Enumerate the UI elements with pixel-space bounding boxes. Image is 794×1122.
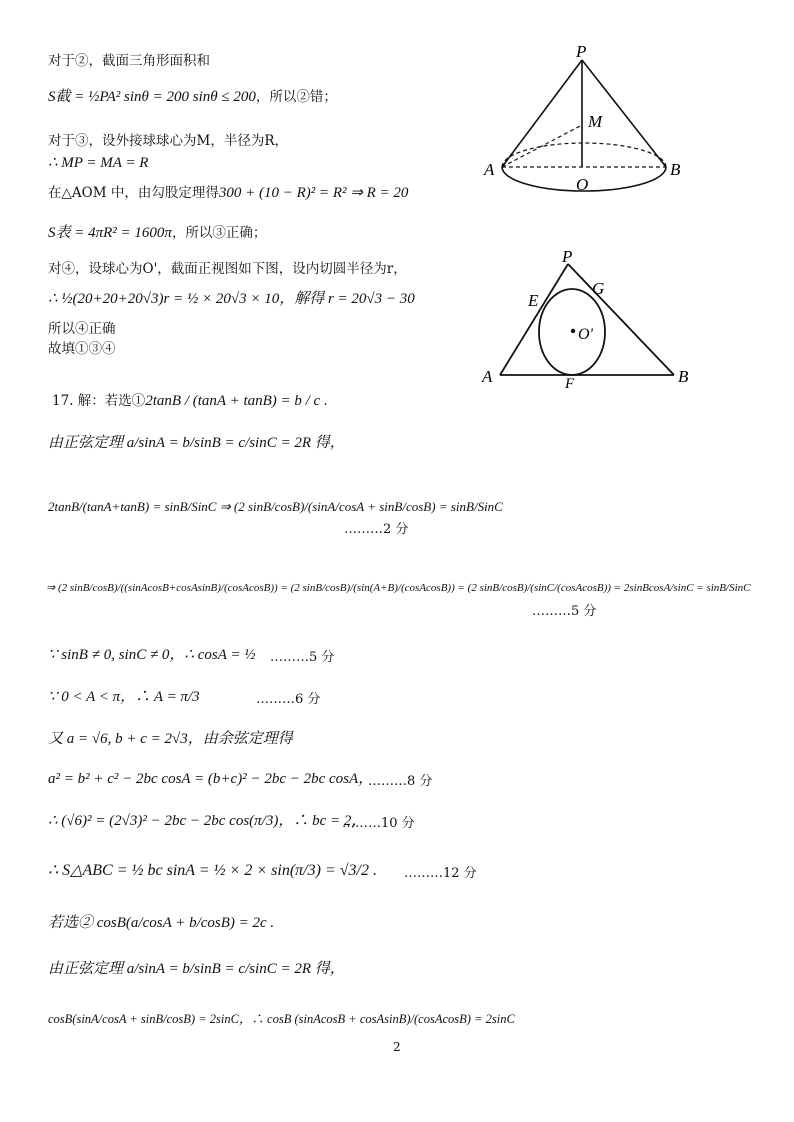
item3-pyth-text: 在△AOM 中，由勾股定理得: [48, 185, 219, 201]
q17-step5: [48, 730, 293, 748]
q17-step4: [48, 688, 200, 706]
cone-figure: [482, 45, 692, 205]
q17-step1: [48, 498, 503, 516]
triangle-label-b: B: [678, 367, 689, 386]
triangle-label-e: E: [528, 291, 539, 310]
q17-step3: [48, 646, 256, 664]
item3-pyth-eq: 300 + (10 − R)² = R² ⇒ R = 20: [218, 185, 409, 201]
item4-intro: 对④，设球心为O'，截面正视图如下图，设内切圆半径为r，: [48, 261, 407, 277]
q17-score2: ………5 分: [532, 604, 597, 619]
cone-base-back: [502, 143, 666, 167]
item4-answer: 故填①③④: [48, 341, 116, 357]
triangle-label-a: A: [482, 367, 493, 386]
q17-cond1: 2tanB / (tanA + tanB) = b / c .: [145, 393, 328, 409]
item2-intro: 对于②，截面三角形面积和: [48, 53, 210, 69]
q17-step2-text: ⇒ (2 sinB/cosB)/((sinAcosB+cosAsinB)/(cosAcosB)) = (2 sinB/cosB)/(sin(A+B)/(cosAcosB)) = (2 sinB/cosB)/(sinC/(cosAcosB)) = 2sinBcosA/sinC = sinB/SinC: [46, 582, 751, 594]
triangle-label-f: F: [565, 376, 575, 390]
item3-conclusion: ，所以③正确；: [171, 225, 267, 241]
q17-step6: [48, 770, 373, 788]
item2-formula: S截 = ½PA² sinθ = 200 sinθ ≤ 200: [48, 89, 256, 105]
q17-score1: ………2 分: [344, 522, 409, 537]
q17-score8: ………12 分: [404, 866, 477, 881]
q17-sine-law: [48, 434, 345, 452]
cone-label-m: M: [588, 112, 603, 131]
q17-alt-step1-text: cosB(sinA/cosA + sinB/cosB) = 2sinC，∴ cosB (sinAcosB + cosAsinB)/(cosAcosB) = 2sinC: [48, 1012, 515, 1026]
cone-edge-pa: [502, 60, 582, 167]
q17-step7-text: ∴ (√6)² = (2√3)² − 2bc − 2bc cos(π/3)，∴ bc = 2，: [48, 813, 367, 829]
cone-label-o: O: [576, 175, 589, 194]
q17-step8: [48, 862, 377, 880]
q17-step5-text: 又 a = √6, b + c = 2√3，由余弦定理得: [48, 731, 293, 747]
q17-score7: ………10 分: [342, 816, 415, 831]
q17-sine-law-text: 由正弦定理 a/sinA = b/sinB = c/sinC = 2R 得，: [48, 435, 345, 451]
triangle-side-pa: [500, 264, 568, 375]
item4-solve: ，解得 r = 20√3 − 30: [279, 291, 415, 307]
item3-eq1: [48, 154, 148, 172]
q17-alt-header-text: 若选② cosB(a/cosA + b/cosB) = 2c .: [48, 915, 275, 931]
item3-eq1-text: ∴ MP = MA = R: [48, 155, 149, 171]
q17-step6-text: a² = b² + c² − 2bc cosA = (b+c)² − 2bc − 2bc cosA，: [48, 771, 374, 787]
q17-step2: [46, 578, 750, 597]
q17-header-line: [52, 392, 328, 410]
q17-header: 17. 解：若选①: [52, 393, 146, 409]
q17-alt-sine-law-text: 由正弦定理 a/sinA = b/sinB = c/sinC = 2R 得，: [48, 961, 345, 977]
triangle-label-p: P: [562, 247, 573, 266]
q17-alt-header: [48, 914, 274, 932]
item3-surface: S表 = 4πR² = 1600π: [48, 225, 172, 241]
q17-alt-sine-law: [48, 960, 345, 978]
q17-step7: [48, 812, 366, 830]
page-number: 2: [393, 1040, 401, 1054]
cone-label-p: P: [576, 45, 587, 61]
triangle-side-pb: [568, 264, 674, 375]
q17-step1-text: 2tanB/(tanA+tanB) = sinB/SinC ⇒ (2 sinB/cosB)/(sinA/cosA + sinB/cosB) = sinB/SinC: [48, 499, 503, 514]
q17-step8-text: ∴ S△ABC = ½ bc sinA = ½ × 2 × sin(π/3) = √3/2 .: [48, 862, 377, 879]
q17-step4-text: ∵ 0 < A < π，∴ A = π/3: [48, 689, 200, 705]
q17-step3-text: ∵ sinB ≠ 0, sinC ≠ 0，∴ cosA = ½: [48, 647, 256, 663]
q17-score4: ………6 分: [256, 692, 321, 707]
q17-score3: ………5 分: [270, 650, 335, 665]
cone-segment-am: [502, 125, 582, 167]
item2-formula-line: [48, 88, 337, 106]
triangle-label-o-prime: O': [578, 326, 593, 343]
item3-pyth-line: [48, 184, 408, 202]
item4-eq: ∴ ½(20+20+20√3)r = ½ × 20√3 × 10: [48, 291, 280, 307]
q17-alt-step1: [48, 1010, 515, 1028]
cone-label-a: A: [484, 160, 495, 179]
cone-label-b: B: [670, 160, 681, 179]
item4-conclusion: 所以④正确: [48, 321, 116, 337]
triangle-figure: [478, 242, 698, 390]
item2-conclusion: ，所以②错；: [255, 89, 337, 105]
item3-surface-line: [48, 224, 266, 242]
item3-intro: 对于③，设外接球球心为M，半径为R，: [48, 133, 288, 149]
item4-eq-line: [48, 290, 415, 308]
triangle-label-g: G: [592, 279, 605, 298]
incircle-center: [571, 329, 575, 333]
q17-score6: ………8 分: [368, 774, 433, 789]
